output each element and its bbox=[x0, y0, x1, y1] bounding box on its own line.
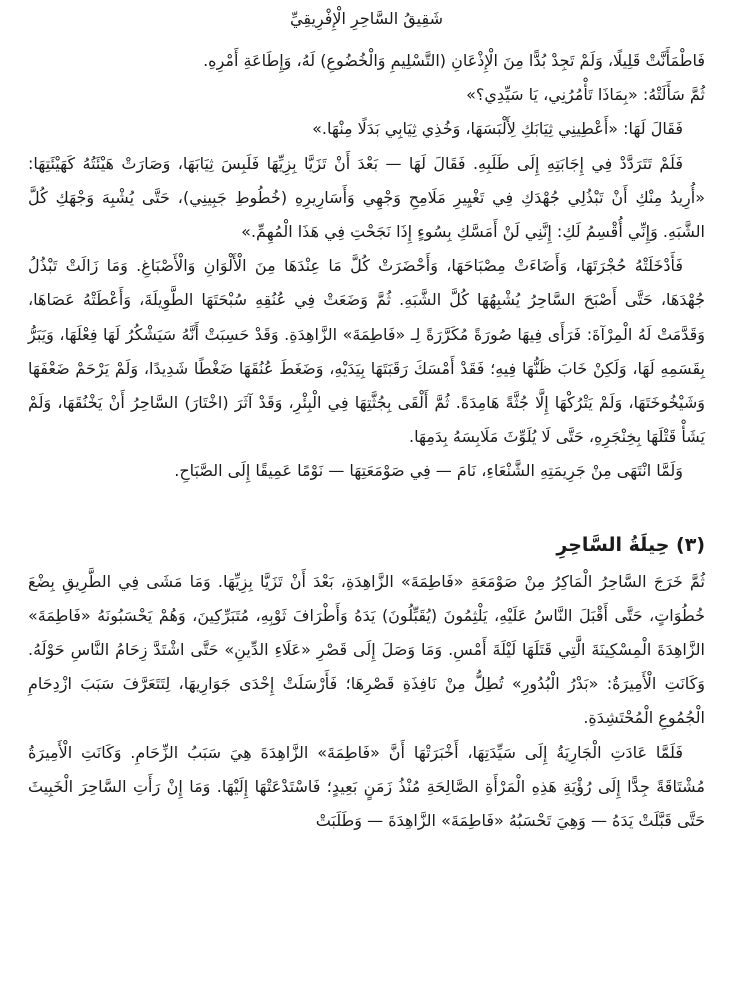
paragraph: فَأَدْخَلَتْهُ حُجْرَتَهَا، وَأَضَاءَتْ مِصْبَاحَهَا، وَأَحْضَرَتْ كُلَّ مَا عِنْدَهَا مِنَ الْأَلْوَانِ وَالْأَصْبَاغِ. وَمَا زَالَتْ تَبْذُلُ جُهْدَهَا، حَتَّى أَصْبَحَ السَّاحِرُ يُشْبِهُهَا كُلَّ الشَّبَهِ. ثُمَّ وَضَعَتْ فِي عُنُقِهِ سُبْحَتَهَا الطَّوِيلَةَ، وَأَعْطَتْهُ عَصَاهَا، وَقَدَّمَتْ لَهُ الْمِرْآةَ: فَرَأَى فِيهَا صُورَةً مُكَرَّرَةً لِـ «فَاطِمَةَ» الزَّاهِدَةِ. وَقَدْ حَسِبَتْ أَنَّهُ سَيَشْكُرُ لَهَا فِعْلَهَا، وَيَبَرُّ بِقَسَمِهِ لَهَا، وَلَكِنْ خَابَ ظَنُّهَا فِيهِ؛ فَقَدْ أَمْسَكَ رَقَبَتَهَا بِيَدَيْهِ، وَضَغَطَ عُنُقَهَا ضَغْطًا شَدِيدًا، وَلَمْ يَرْحَمْ ضَعْفَهَا وَشَيْخُوخَتَهَا، وَلَمْ يَتْرُكْهَا إِلَّا جُثَّةً هَامِدَةً. ثُمَّ أَلْقَى بِجُثَّتِهَا فِي الْبِئْرِ، وَقَدْ آثَرَ (اخْتَارَ) السَّاحِرُ أَنْ يَخْنُقَهَا، وَلَمْ يَشَأْ قَتْلَهَا بِخِنْجَرِهِ، حَتَّى لَا يُلَوِّثَ مَلَابِسَهُ بِدَمِهَا. bbox=[28, 256, 705, 447]
chapter-title: (٣) حِيلَةُ السَّاحِرِ bbox=[556, 533, 705, 556]
paragraph: وَلَمَّا انْتَهَى مِنْ جَرِيمَتِهِ الشَّنْعَاءِ، نَامَ — فِي صَوْمَعَتِهَا — نَوْمًا عَمِيقًا إِلَى الصَّبَاحِ. bbox=[174, 461, 683, 481]
paragraph: ثُمَّ خَرَجَ السَّاحِرُ الْمَاكِرُ مِنْ صَوْمَعَةِ «فَاطِمَةَ» الزَّاهِدَةِ، بَعْدَ أَنْ تَزَيَّا بِزِيِّهَا. وَمَا مَشَى فِي الطَّرِيقِ بِضْعَ خُطُوَاتٍ، حَتَّى أَقْبَلَ النَّاسُ عَلَيْهِ، يَلْثِمُونَ (يُقَبِّلُونَ) يَدَهُ وَأَطْرَافَ ثَوْبِهِ، مُتَبَرِّكِينَ، وَهُمْ يَحْسَبُونَهُ «فَاطِمَةَ» الزَّاهِدَةَ الْمِسْكِينَةَ الَّتِي قَتَلَهَا لَيْلَةَ أَمْسِ. وَمَا وَصَلَ إِلَى قَصْرِ «عَلَاءِ الدِّينِ» حَتَّى اشْتَدَّ زِحَامُ النَّاسِ حَوْلَهُ. وَكَانَتِ الْأَمِيرَةُ: «بَدْرُ الْبُدُورِ» تُطِلُّ مِنْ نَافِذَةِ قَصْرِهَا؛ فَأَرْسَلَتْ إِحْدَى جَوَارِيهَا، لِتَتَعَرَّفَ سَبَبَ ازْدِحَامِ الْجُمُوعِ الْمُحْتَشِدَةِ. bbox=[28, 571, 705, 728]
paragraph: فَقَالَ لَهَا: «أَعْطِينِي ثِيَابَكِ لِأَلْبَسَهَا، وَخُذِي ثِيَابِي بَدَلًا مِنْهَا.» bbox=[312, 119, 683, 139]
page-body bbox=[28, 44, 705, 838]
paragraph: ثُمَّ سَأَلَتْهُ: «بِمَاذَا تَأْمُرُنِي، يَا سَيِّدِي؟» bbox=[466, 85, 705, 105]
paragraph: فَلَمَّا عَادَتِ الْجَارِيَةُ إِلَى سَيِّدَتِهَا، أَخْبَرَتْهَا أَنَّ «فَاطِمَةَ» الزَّاهِدَةَ هِيَ سَبَبُ الزِّحَامِ. وَكَانَتِ الْأَمِيرَةُ مُشْتَاقَةً جِدًّا إِلَى رُؤْيَةِ هَذِهِ الْمَرْأَةِ الصَّالِحَةِ مُنْذُ زَمَنٍ بَعِيدٍ؛ فَاسْتَدْعَتْهَا إِلَيْهَا. وَمَا إِنْ رَأَتِ السَّاحِرَ الْخَبِيثَ حَتَّى قَبَّلَتْ يَدَهُ — وَهِيَ تَحْسَبُهُ «فَاطِمَةَ» الزَّاهِدَةَ — وَطَلَبَتْ bbox=[28, 742, 705, 831]
paragraph: فَاطْمَأَنَّتْ قَلِيلًا، وَلَمْ تَجِدْ بُدًّا مِنَ الْإِذْعَانِ (التَّسْلِيمِ وَالْخُضُوعِ) لَهُ، وَإِطَاعَةِ أَمْرِهِ. bbox=[203, 51, 705, 70]
running-head: شَقِيقُ السَّاحِرِ الْإِفْرِيقِيِّ bbox=[290, 9, 443, 28]
paragraph: فَلَمْ تَتَرَدَّدْ فِي إِجَابَتِهِ إِلَى طَلَبِهِ. فَقَالَ لَهَا — بَعْدَ أَنْ تَزَيَّا بِزِيِّهَا فَلَبِسَ ثِيَابَهَا، وَصَارَتْ هَيْئَتُهُ كَهَيْئَتِهَا: «أُرِيدُ مِنْكِ أَنْ تَبْذُلِي جُهْدَكِ فِي تَغْيِيرِ مَلَامِحِ وَجْهِي وَأَسَارِيرِهِ (خُطُوطِ جَبِينِي)، حَتَّى يُشْبِهَ وَجْهَكِ كُلَّ الشَّبَهِ. وَإِنِّي أُقْسِمُ لَكِ: إِنَّنِي لَنْ أَمَسَّكِ بِسُوءٍ إِذَا نَجَحْتِ فِي هَذَا الْمُهِمِّ.» bbox=[28, 153, 705, 242]
section-spacer bbox=[28, 489, 705, 519]
